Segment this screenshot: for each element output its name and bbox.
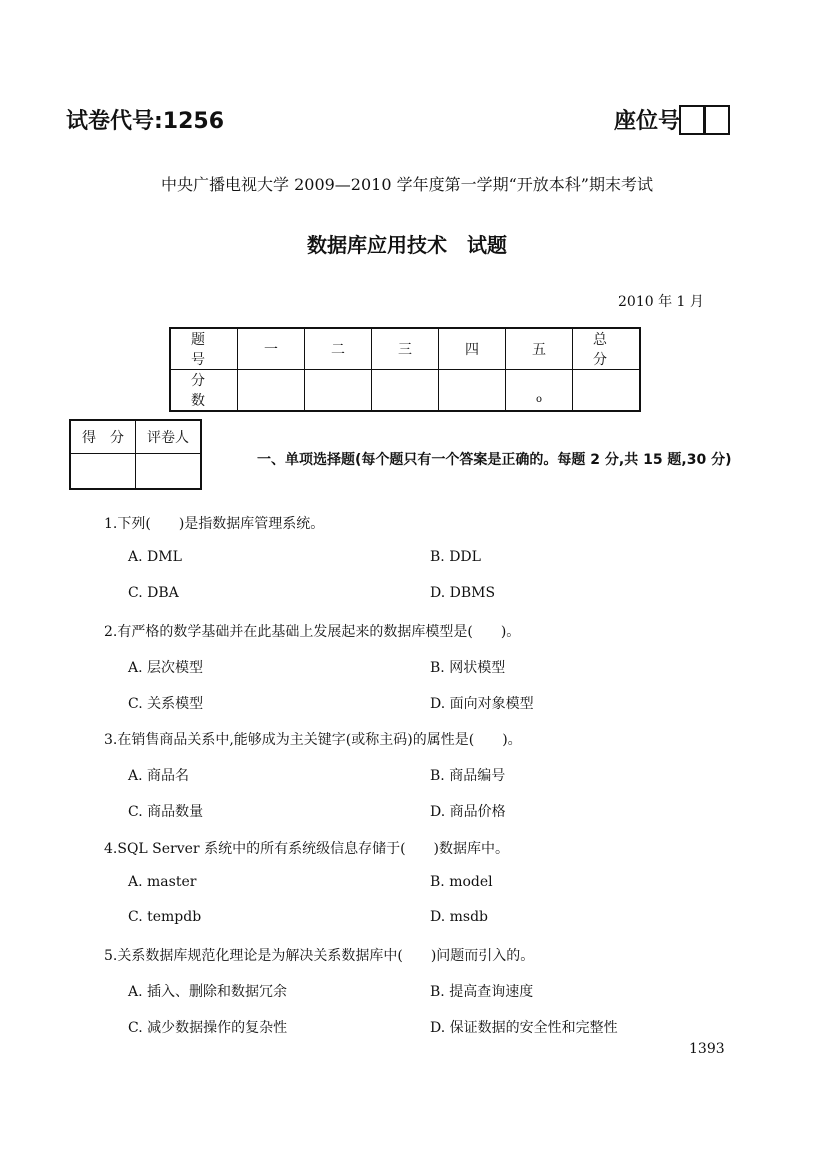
score-blank xyxy=(238,370,305,412)
exam-code: 试卷代号:1256 xyxy=(66,109,225,134)
seat-box-1 xyxy=(679,105,705,135)
option-c: C. 关系模型 xyxy=(128,696,204,712)
stray-mark: o xyxy=(535,394,543,405)
seat-label: 座位号 xyxy=(614,109,681,134)
score-table-score-row xyxy=(170,370,640,412)
seat-box-2 xyxy=(704,105,730,135)
question-stem: 2.有严格的数学基础并在此基础上发展起来的数据库模型是( )。 xyxy=(104,624,521,640)
score-cell: 二 xyxy=(305,328,372,370)
question-stem: 5.关系数据库规范化理论是为解决关系数据库中( )问题而引入的。 xyxy=(104,948,535,964)
option-d: D. 商品价格 xyxy=(430,804,506,820)
question-stem: 4.SQL Server 系统中的所有系统级信息存储于( )数据库中。 xyxy=(104,841,510,857)
option-a: A. 插入、删除和数据冗余 xyxy=(128,984,288,1000)
grader-blank xyxy=(136,454,202,490)
score-cell: 题 号 xyxy=(170,328,238,370)
score-cell: 四 xyxy=(439,328,506,370)
score-cell: 五 xyxy=(506,328,573,370)
option-d: D. msdb xyxy=(430,909,489,925)
score-blank xyxy=(372,370,439,412)
section-heading: 一、单项选择题(每个题只有一个答案是正确的。每题 2 分,共 15 题,30 分) xyxy=(257,452,732,468)
option-a: A. 商品名 xyxy=(128,768,190,784)
option-b: B. model xyxy=(430,874,493,890)
score-blank xyxy=(305,370,372,412)
option-a: A. 层次模型 xyxy=(128,660,204,676)
score-blank xyxy=(439,370,506,412)
option-d: D. DBMS xyxy=(430,585,496,601)
option-a: A. master xyxy=(128,874,197,890)
option-c: C. tempdb xyxy=(128,909,202,925)
option-d: D. 面向对象模型 xyxy=(430,696,534,712)
option-b: B. 提高查询速度 xyxy=(430,984,534,1000)
grader-table xyxy=(69,419,202,490)
score-blank xyxy=(506,370,573,412)
option-a: A. DML xyxy=(128,549,182,565)
grader-name-label: 评卷人 xyxy=(136,420,202,454)
score-cell: 一 xyxy=(238,328,305,370)
option-d: D. 保证数据的安全性和完整性 xyxy=(430,1020,618,1036)
question-stem: 1.下列( )是指数据库管理系统。 xyxy=(104,516,325,532)
option-b: B. 商品编号 xyxy=(430,768,506,784)
score-cell: 三 xyxy=(372,328,439,370)
exam-title: 数据库应用技术 试题 xyxy=(307,233,507,257)
score-row-label: 分 数 xyxy=(170,370,238,412)
question-stem: 3.在销售商品关系中,能够成为主关键字(或称主码)的属性是( )。 xyxy=(104,732,522,748)
score-blank xyxy=(573,370,641,412)
exam-subtitle: 中央广播电视大学 2009—2010 学年度第一学期“开放本科”期末考试 xyxy=(161,175,653,194)
score-table xyxy=(169,327,645,412)
page-number: 1393 xyxy=(689,1041,725,1057)
option-c: C. DBA xyxy=(128,585,179,601)
option-b: B. DDL xyxy=(430,549,481,565)
option-b: B. 网状模型 xyxy=(430,660,506,676)
score-cell: 总 分 xyxy=(573,328,641,370)
seat-number xyxy=(614,104,730,135)
grader-blank xyxy=(70,454,136,490)
grader-score-label: 得 分 xyxy=(70,420,136,454)
exam-date: 2010 年 1 月 xyxy=(618,294,704,310)
option-c: C. 减少数据操作的复杂性 xyxy=(128,1020,288,1036)
option-c: C. 商品数量 xyxy=(128,804,204,820)
score-table-header-row xyxy=(170,328,640,370)
